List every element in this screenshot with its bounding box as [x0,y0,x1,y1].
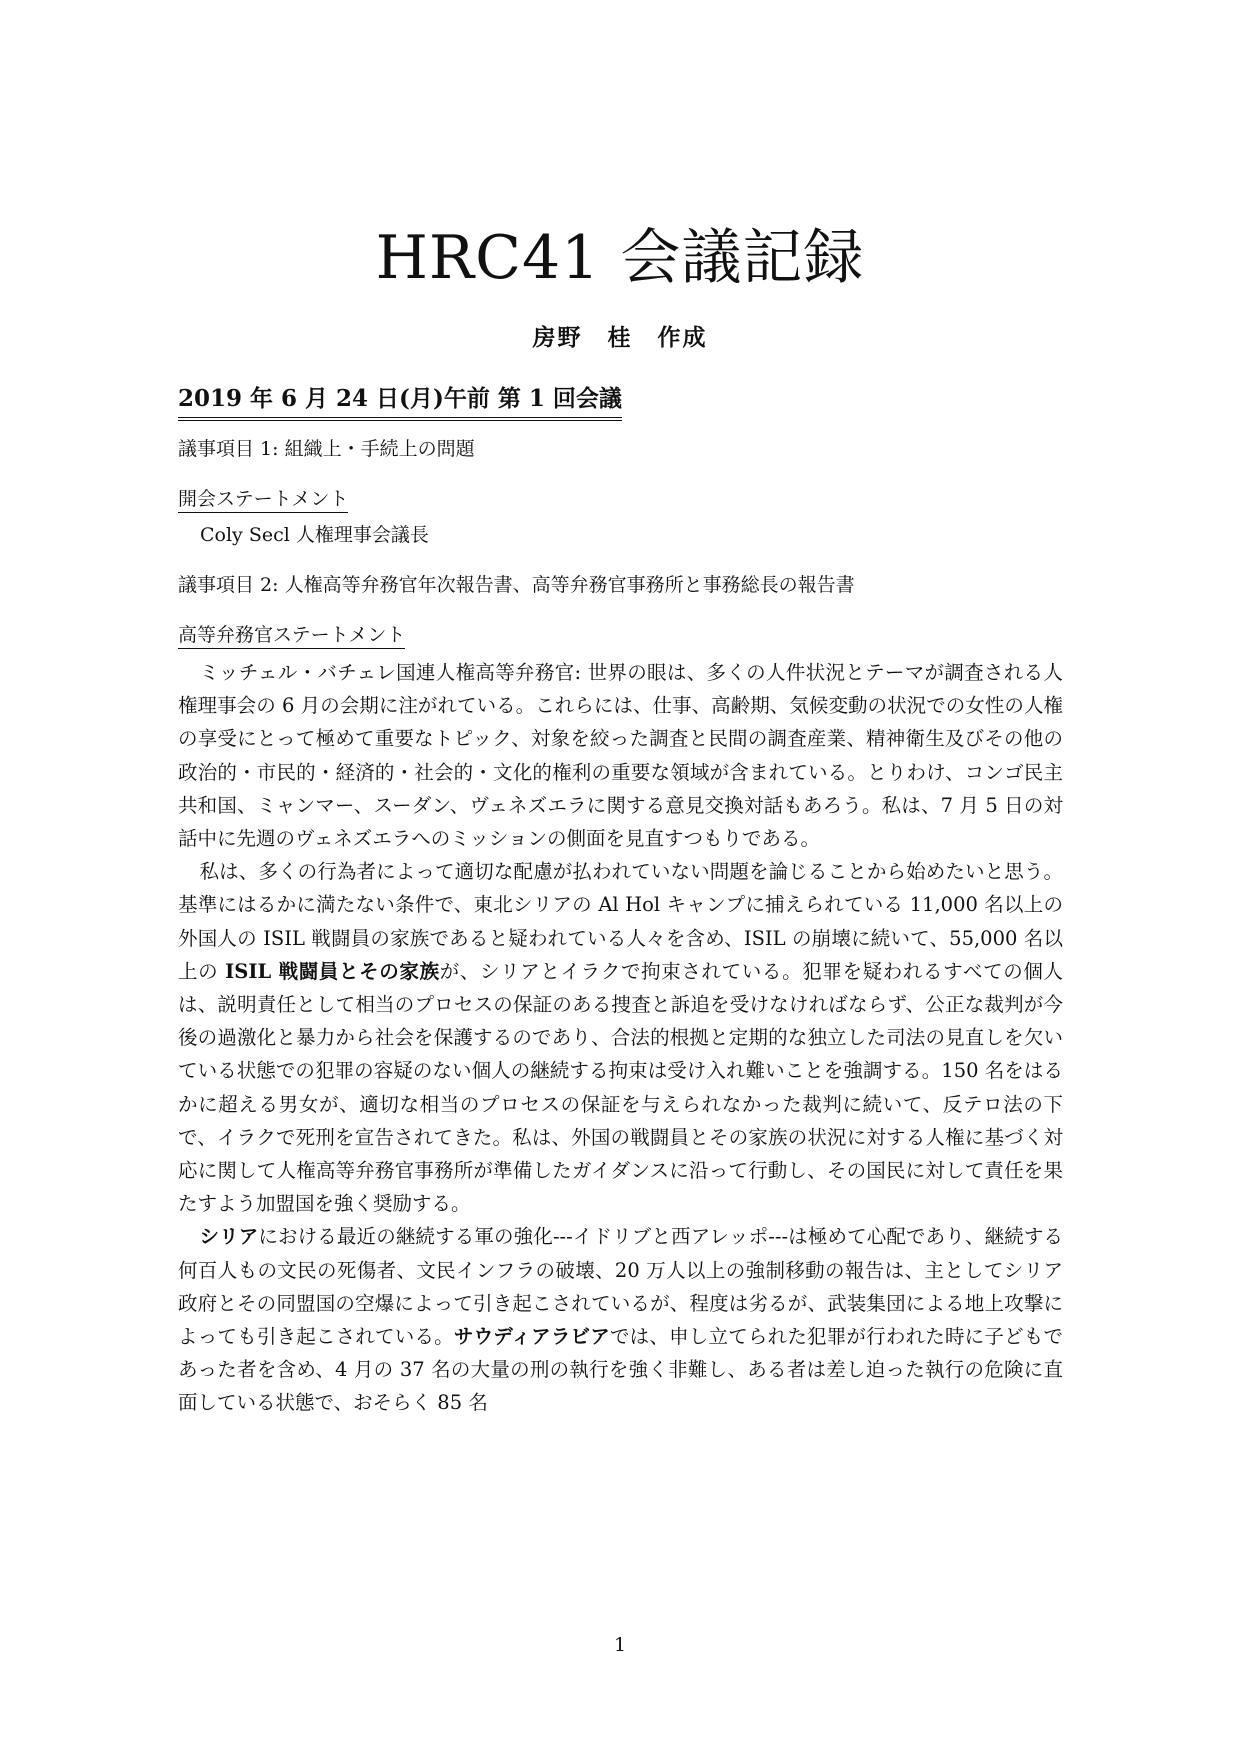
paragraph-3-text-a: における最近の継続する軍の強化---イドリブと西アレッポ---は極めて心配であり、継続する何百人もの文民の死傷者、文民インフラの破壊、20 万人以上の強制移動の報告は、主としてシリア政府とその同盟国の空爆によって引き起こされているが、程度は劣るが、武装集団による地上攻撃によっても引き起こされている。 [178,1225,1063,1349]
paragraph-1: ミッチェル・バチェレ国連人権高等弁務官: 世界の眼は、多くの人件状況とテーマが調査される人権理事会の 6 月の会期に注がれている。これらには、仕事、高齢期、気候変動の状況での女性の人権の享受にとって極めて重要なトピック、対象を絞った調査と民間の調査産業、精神衛生及びその他の政治的・市民的・経済的・社会的・文化的権利の重要な領域が含まれている。とりわけ、コンゴ民主共和国、ミャンマー、スーダン、ヴェネズエラに関する意見交換対話もあろう。私は、7 月 5 日の対話中に先週のヴェネズエラへのミッションの側面を見直すつもりである。 [178,661,1063,851]
agenda-item-2: 議事項目 2: 人権高等弁務官年次報告書、高等弁務官事務所と事務総長の報告書 [178,574,855,596]
page-number: 1 [613,1634,627,1656]
speaker-line: Coly Secl 人権理事会議長 [200,524,429,546]
paragraph-3-emphasis-saudi: サウディアラビア [453,1325,610,1349]
document-title: HRC41 会議記録 [375,223,865,293]
paragraph-2-emphasis: ISIL 戦闘員とその家族 [225,959,440,983]
author-line: 房野 桂 作成 [532,324,708,351]
statement-body [178,656,1063,1420]
paragraph-2-text-a: 私は、多くの行為者によって適切な配慮が払われていない問題を論じることから始めたいと思う。基準にはるかに満たない条件で、東北シリアの Al Hol キャンプに捕えられている 11,000 名以上の外国人の ISIL 戦闘員の家族であると疑われている人々を含め、ISIL の崩壊に続いて、55,000 名以上の [178,860,1063,983]
paragraph-3-text-b: では、申し立てられた犯罪が行われた時に子どもであった者を含め、4 月の 37 名の大量の刑の執行を強く非難し、ある者は差し迫った執行の危険に直面している状態で、おそらく 85 名 [178,1325,1063,1415]
paragraph-2-text-b: が、シリアとイラクで拘束されている。犯罪を疑われるすべての個人は、説明責任として相当のプロセスの保証のある捜査と訴追を受けなければならず、公正な裁判が今後の過激化と暴力から社会を保護するのであり、合法的根拠と定期的な独立した司法の見直しを欠いている状態での犯罪の容疑のない個人の継続する拘束は受け入れ難いことを強調する。150 名をはるかに超える男女が、適切な相当のプロセスの保証を与えられなかった裁判に続いて、反テロ法の下で、イラクで死刑を宣告されてきた。私は、外国の戦闘員とその家族の状況に対する人権に基づく対応に関して人権高等弁務官事務所が準備したガイダンスに沿って行動し、その国民に対して責任を果たすよう加盟国を強く奨励する。 [178,959,1063,1216]
section-label-high-commissioner: 高等弁務官ステートメント [178,622,405,649]
section-label-opening: 開会ステートメント [178,486,348,513]
paragraph-2 [178,855,1063,1220]
section-heading-high-commissioner [178,620,1058,650]
paragraph-3-emphasis-syria: シリア [199,1225,259,1249]
section-heading-opening [178,484,1058,514]
agenda-item-1: 議事項目 1: 組織上・手続上の問題 [178,438,475,460]
paragraph-3 [178,1220,1063,1419]
meeting-heading: 2019 年 6 月 24 日(月)午前 第 1 回会議 [178,382,622,421]
